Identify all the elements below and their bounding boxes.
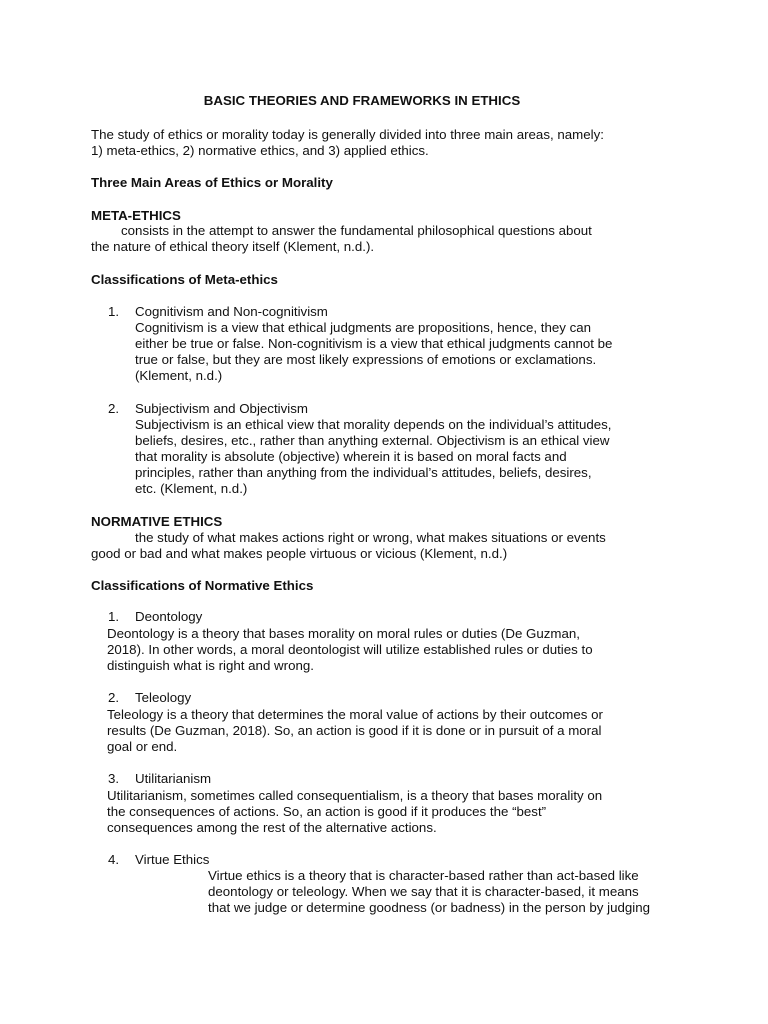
list-item-number: 1. bbox=[108, 304, 120, 319]
list-item-text: beliefs, desires, etc., rather than anything external. Objectivism is an ethical view bbox=[135, 433, 610, 448]
list-item-text: Cognitivism is a view that ethical judgments are propositions, hence, they can bbox=[135, 320, 592, 335]
meta-ethics-definition-line: consists in the attempt to answer the fundamental philosophical questions about bbox=[121, 223, 592, 238]
normative-ethics-definition-line: good or bad and what makes people virtuous or vicious (Klement, n.d.) bbox=[91, 546, 508, 561]
list-item-text: 2018). In other words, a moral deontologist will utilize established rules or duties to bbox=[107, 642, 593, 657]
list-item-text: that we judge or determine goodness (or badness) in the person by judging bbox=[208, 900, 651, 915]
document-title: BASIC THEORIES AND FRAMEWORKS IN ETHICS bbox=[203, 93, 521, 108]
list-item-title: Utilitarianism bbox=[135, 771, 212, 786]
section-heading-main-areas: Three Main Areas of Ethics or Morality bbox=[91, 175, 333, 190]
list-item-text: either be true or false. Non-cognitivism is a view that ethical judgments cannot be bbox=[135, 336, 613, 351]
list-item-text: goal or end. bbox=[107, 739, 178, 754]
list-item-text: Deontology is a theory that bases morality on moral rules or duties (De Guzman, bbox=[107, 626, 580, 641]
normative-classifications-heading: Classifications of Normative Ethics bbox=[91, 578, 314, 593]
list-item-text: Utilitarianism, sometimes called consequentialism, is a theory that bases morality on bbox=[107, 788, 603, 803]
normative-ethics-heading: NORMATIVE ETHICS bbox=[91, 514, 223, 529]
list-item-text: the consequences of actions. So, an action is good if it produces the “best” bbox=[107, 804, 547, 819]
meta-ethics-heading: META-ETHICS bbox=[91, 208, 181, 223]
intro-line: 1) meta-ethics, 2) normative ethics, and 3) applied ethics. bbox=[91, 143, 429, 158]
list-item-text: Subjectivism is an ethical view that morality depends on the individual’s attitudes, bbox=[135, 417, 612, 432]
list-item-text: principles, rather than anything from the individual’s attitudes, beliefs, desires, bbox=[135, 465, 592, 480]
list-item-text: Teleology is a theory that determines the moral value of actions by their outcomes or bbox=[107, 707, 603, 722]
list-item-text: distinguish what is right and wrong. bbox=[107, 658, 314, 673]
meta-ethics-definition-line: the nature of ethical theory itself (Klement, n.d.). bbox=[91, 239, 375, 254]
list-item-text: Virtue ethics is a theory that is character-based rather than act-based like bbox=[208, 868, 639, 883]
list-item-number: 2. bbox=[108, 401, 120, 416]
list-item-title: Subjectivism and Objectivism bbox=[135, 401, 308, 416]
meta-classifications-heading: Classifications of Meta-ethics bbox=[91, 272, 278, 287]
list-item-title: Virtue Ethics bbox=[135, 852, 210, 867]
list-item-title: Teleology bbox=[135, 690, 192, 705]
list-item-title: Cognitivism and Non-cognitivism bbox=[135, 304, 328, 319]
intro-line: The study of ethics or morality today is generally divided into three main areas, namely: bbox=[91, 127, 604, 142]
list-item-number: 2. bbox=[108, 690, 120, 705]
list-item-text: that morality is absolute (objective) wherein it is based on moral facts and bbox=[135, 449, 567, 464]
normative-ethics-definition-line: the study of what makes actions right or wrong, what makes situations or events bbox=[135, 530, 606, 545]
list-item-number: 4. bbox=[108, 852, 120, 867]
list-item-text: consequences among the rest of the alternative actions. bbox=[107, 820, 437, 835]
list-item-title: Deontology bbox=[135, 609, 203, 624]
list-item-number: 3. bbox=[108, 771, 120, 786]
list-item-text: (Klement, n.d.) bbox=[135, 368, 223, 383]
list-item-number: 1. bbox=[108, 609, 120, 624]
list-item-text: etc. (Klement, n.d.) bbox=[135, 481, 248, 496]
list-item-text: results (De Guzman, 2018). So, an action is good if it is done or in pursuit of a moral bbox=[107, 723, 602, 738]
list-item-text: deontology or teleology. When we say that it is character-based, it means bbox=[208, 884, 639, 899]
list-item-text: true or false, but they are most likely expressions of emotions or exclamations. bbox=[135, 352, 597, 367]
